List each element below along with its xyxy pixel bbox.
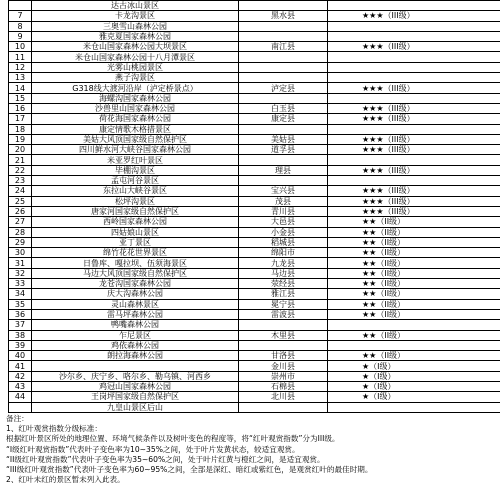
row-number: 31 xyxy=(9,258,32,268)
row-number: 34 xyxy=(9,289,32,299)
row-number: 42 xyxy=(9,371,32,381)
table-row xyxy=(9,217,500,227)
table-row xyxy=(9,299,500,309)
county-name: 茂县 xyxy=(239,196,328,206)
scenic-area-name: 雅克夏国家森林公园 xyxy=(32,31,239,41)
scenic-area-name: 米亚罗红叶景区 xyxy=(32,155,239,165)
viewing-level xyxy=(328,1,500,11)
table-row xyxy=(9,206,500,216)
scenic-area-name: 康定情歌木格措景区 xyxy=(32,124,239,134)
table-row xyxy=(9,268,500,278)
county-name: 冕宁县 xyxy=(239,299,328,309)
row-number: 32 xyxy=(9,268,32,278)
table-row xyxy=(9,227,500,237)
table-row xyxy=(9,196,500,206)
row-number: 39 xyxy=(9,340,32,350)
scenic-area-name: 美姑大风顶国家级自然保护区 xyxy=(32,134,239,144)
notes-line-1: 1、红叶观赏指数分级标准： xyxy=(6,424,102,434)
scenic-area-name: 鸭嘴森林公园 xyxy=(32,320,239,330)
row-number: 30 xyxy=(9,248,32,258)
viewing-level: ★★★（III级） xyxy=(328,206,500,216)
table-row xyxy=(9,11,500,21)
county-name: 泸定县 xyxy=(239,83,328,93)
scenic-area-name: 荷花海国家森林公园 xyxy=(32,114,239,124)
county-name: 荥经县 xyxy=(239,279,328,289)
table-row xyxy=(9,330,500,340)
county-name xyxy=(239,124,328,134)
row-number: 40 xyxy=(9,351,32,361)
notes-line-6: 2、红叶未红的景区暂未列入此表。 xyxy=(6,475,125,485)
table-row xyxy=(9,83,500,93)
county-name: 小金县 xyxy=(239,227,328,237)
county-name: 宝兴县 xyxy=(239,186,328,196)
row-number: 9 xyxy=(9,31,32,41)
scenic-area-name: 米仓山国家森林公园十八月潭景区 xyxy=(32,52,239,62)
row-number: 13 xyxy=(9,73,32,83)
row-number: 14 xyxy=(9,83,32,93)
scenic-area-name: G318线大渡河沿岸（泸定桥景点） xyxy=(32,83,239,93)
viewing-level: ★（I级） xyxy=(328,361,500,371)
table-row xyxy=(9,31,500,41)
viewing-level: ★★（II级） xyxy=(328,279,500,289)
viewing-level: ★★（II级） xyxy=(328,217,500,227)
table-row xyxy=(9,289,500,299)
table-row xyxy=(9,134,500,144)
row-number: 11 xyxy=(9,52,32,62)
table-row xyxy=(9,103,500,113)
table-body xyxy=(9,1,500,413)
table-row xyxy=(9,248,500,258)
row-number: 20 xyxy=(9,145,32,155)
county-name: 绵阳市 xyxy=(239,248,328,258)
county-name xyxy=(239,52,328,62)
county-name: 石棉县 xyxy=(239,381,328,391)
county-name: 九龙县 xyxy=(239,258,328,268)
table-row xyxy=(9,155,500,165)
scenic-area-name: 亚丁景区 xyxy=(32,237,239,247)
viewing-level xyxy=(328,73,500,83)
row-number: 28 xyxy=(9,227,32,237)
scenic-area-name: 绵竹花花世界景区 xyxy=(32,248,239,258)
table-row xyxy=(9,237,500,247)
table-row xyxy=(9,52,500,62)
row-number: 26 xyxy=(9,206,32,216)
scenic-area-name: 海螺沟国家森林公园 xyxy=(32,93,239,103)
viewing-level: ★（I级） xyxy=(328,371,500,381)
table-row xyxy=(9,402,500,412)
scenic-area-name: 乍尼景区 xyxy=(32,330,239,340)
viewing-level xyxy=(328,124,500,134)
table-row xyxy=(9,340,500,350)
row-number: 24 xyxy=(9,186,32,196)
viewing-level: ★★★（III级） xyxy=(328,196,500,206)
county-name: 雅江县 xyxy=(239,289,328,299)
row-number: 35 xyxy=(9,299,32,309)
county-name: 金川县 xyxy=(239,361,328,371)
viewing-level xyxy=(328,155,500,165)
scenic-area-name: 沙尔乡、庆宁乡、咯尔乡、勒乌镇、河西乡 xyxy=(32,371,239,381)
county-name xyxy=(239,402,328,412)
county-name: 稻城县 xyxy=(239,237,328,247)
viewing-level: ★★（II级） xyxy=(328,258,500,268)
table-row xyxy=(9,309,500,319)
county-name: 南江县 xyxy=(239,42,328,52)
table-row xyxy=(9,186,500,196)
viewing-level: ★★★（III级） xyxy=(328,103,500,113)
scenic-area-name: 米仓山国家森林公园大坝景区 xyxy=(32,42,239,52)
table-row xyxy=(9,279,500,289)
county-name: 康定县 xyxy=(239,114,328,124)
scenic-area-name: 雷马坪森林公园 xyxy=(32,309,239,319)
scenic-area-name: 朗拉海森林公园 xyxy=(32,351,239,361)
table-row xyxy=(9,73,500,83)
scenic-area-name: 四川鲜水河大峡谷国家森林公园 xyxy=(32,145,239,155)
table-row xyxy=(9,114,500,124)
table-row xyxy=(9,351,500,361)
county-name xyxy=(239,155,328,165)
notes-line-4: “II级红叶观赏指数”代表叶子变色率为35~60%之间，处于叶片红黄与橙红之间，是适宜观赏。 xyxy=(6,454,325,464)
row-number: 17 xyxy=(9,114,32,124)
row-number: 12 xyxy=(9,62,32,72)
scenic-area-name: 毕棚沟景区 xyxy=(32,165,239,175)
table-row xyxy=(9,165,500,175)
row-number: 33 xyxy=(9,279,32,289)
county-name: 崇州市 xyxy=(239,371,328,381)
row-number: 38 xyxy=(9,330,32,340)
county-name: 黑水县 xyxy=(239,11,328,21)
county-name: 马边县 xyxy=(239,268,328,278)
county-name: 北川县 xyxy=(239,392,328,402)
viewing-level: ★（I级） xyxy=(328,392,500,402)
table-row xyxy=(9,62,500,72)
viewing-level xyxy=(328,176,500,186)
notes-section xyxy=(6,414,494,485)
table-row xyxy=(9,176,500,186)
county-name xyxy=(239,320,328,330)
table-row xyxy=(9,21,500,31)
county-name xyxy=(239,176,328,186)
row-number xyxy=(9,1,32,11)
row-number: 16 xyxy=(9,103,32,113)
county-name: 青川县 xyxy=(239,206,328,216)
county-name xyxy=(239,93,328,103)
scenic-area-name: 达古冰山景区 xyxy=(32,1,239,11)
table-row xyxy=(9,381,500,391)
table-row xyxy=(9,371,500,381)
row-number xyxy=(9,402,32,412)
viewing-level xyxy=(328,320,500,330)
viewing-level: ★★（II级） xyxy=(328,237,500,247)
viewing-level: ★★（II级） xyxy=(328,248,500,258)
row-number: 18 xyxy=(9,124,32,134)
viewing-level: ★★★（III级） xyxy=(328,83,500,93)
row-number: 10 xyxy=(9,42,32,52)
scenic-area-name: 光雾山桃园景区 xyxy=(32,62,239,72)
viewing-level xyxy=(328,21,500,31)
table-row xyxy=(9,361,500,371)
row-number: 21 xyxy=(9,155,32,165)
row-number: 44 xyxy=(9,392,32,402)
scenic-area-name: 王岗坪国家级自然保护区 xyxy=(32,392,239,402)
county-name xyxy=(239,1,328,11)
viewing-level: ★★（II级） xyxy=(328,268,500,278)
notes-line-2: 根据红叶景区所处的地理位置、环境气候条件以及树叶变色的程度等，将“红叶观赏指数”分为III级。 xyxy=(6,434,340,444)
row-number: 22 xyxy=(9,165,32,175)
viewing-level: ★★（II级） xyxy=(328,309,500,319)
viewing-level: ★★★（III级） xyxy=(328,186,500,196)
scenic-area-name: 燕子沟景区 xyxy=(32,73,239,83)
viewing-level xyxy=(328,340,500,350)
viewing-level: ★★★（III级） xyxy=(328,165,500,175)
table-row xyxy=(9,93,500,103)
scenic-area-name: 沙兽里山国家森林公园 xyxy=(32,103,239,113)
table-row xyxy=(9,392,500,402)
scenic-area-name: 东拉山大峡谷景区 xyxy=(32,186,239,196)
viewing-level: ★★★（III级） xyxy=(328,114,500,124)
row-number: 15 xyxy=(9,93,32,103)
county-name xyxy=(239,340,328,350)
table-row xyxy=(9,124,500,134)
viewing-level: ★★★（III级） xyxy=(328,145,500,155)
row-number: 29 xyxy=(9,237,32,247)
viewing-level: ★★★（III级） xyxy=(328,42,500,52)
county-name: 大邑县 xyxy=(239,217,328,227)
viewing-level: ★★（II级） xyxy=(328,330,500,340)
viewing-level: ★★（II级） xyxy=(328,299,500,309)
viewing-level xyxy=(328,402,500,412)
viewing-level: ★★★（III级） xyxy=(328,11,500,21)
county-name xyxy=(239,73,328,83)
leaf-viewing-table xyxy=(8,0,492,413)
notes-heading: 备注： xyxy=(6,414,29,423)
county-name: 理县 xyxy=(239,165,328,175)
county-name: 美姑县 xyxy=(239,134,328,144)
scenic-area-name: 四姑娘山景区 xyxy=(32,227,239,237)
scenic-area-name: 唐家河国家级自然保护区 xyxy=(32,206,239,216)
viewing-level: ★★（II级） xyxy=(328,227,500,237)
row-number: 19 xyxy=(9,134,32,144)
county-name xyxy=(239,31,328,41)
viewing-level: ★★（II级） xyxy=(328,351,500,361)
viewing-level xyxy=(328,62,500,72)
viewing-level xyxy=(328,31,500,41)
scenic-area-name: 孟屯河谷景区 xyxy=(32,176,239,186)
scenic-area-name: 卡龙沟景区 xyxy=(32,11,239,21)
county-name: 甘洛县 xyxy=(239,351,328,361)
county-name: 道孚县 xyxy=(239,145,328,155)
row-number: 41 xyxy=(9,361,32,371)
scenic-area-name: 龙苍沟国家森林公园 xyxy=(32,279,239,289)
row-number: 36 xyxy=(9,309,32,319)
viewing-level: ★★★（III级） xyxy=(328,134,500,144)
scenic-area-name: 松坪沟景区 xyxy=(32,196,239,206)
row-number: 8 xyxy=(9,21,32,31)
table-row xyxy=(9,145,500,155)
county-name: 白玉县 xyxy=(239,103,328,113)
scenic-area-name: 庆大沟森林公园 xyxy=(32,289,239,299)
table-row xyxy=(9,1,500,11)
scenic-area-name: 日鲁库、嘎拉坝、伍须海景区 xyxy=(32,258,239,268)
scenic-area-name: 鸡依森林公园 xyxy=(32,340,239,350)
scenic-area-name xyxy=(32,361,239,371)
row-number: 25 xyxy=(9,196,32,206)
row-number: 27 xyxy=(9,217,32,227)
scenic-area-name: 三奥雪山森林公园 xyxy=(32,21,239,31)
scenic-area-name: 西岭国家森林公园 xyxy=(32,217,239,227)
table-row xyxy=(9,42,500,52)
viewing-level xyxy=(328,93,500,103)
table-row xyxy=(9,320,500,330)
county-name: 木里县 xyxy=(239,330,328,340)
scenic-area-name: 马边大风顶国家级自然保护区 xyxy=(32,268,239,278)
scenic-area-name: 鸡冠山国家森林公园 xyxy=(32,381,239,391)
row-number: 43 xyxy=(9,381,32,391)
table-row xyxy=(9,258,500,268)
scenic-area-name: 九皇山景区后山 xyxy=(32,402,239,412)
notes-line-3: “I级红叶观赏指数”代表叶子变色率为10~35%之间，处于叶片发黄状态，较适宜观赏。 xyxy=(6,444,300,454)
viewing-level: ★（I级） xyxy=(328,381,500,391)
county-name xyxy=(239,62,328,72)
notes-line-5: “III级红叶观赏指数”代表叶子变色率为60~95%之间，全部是深红、暗红或紫红色，是观赏红叶的最佳时期。 xyxy=(6,465,373,475)
row-number: 23 xyxy=(9,176,32,186)
scenic-area-name: 灵山森林景区 xyxy=(32,299,239,309)
county-name: 雷波县 xyxy=(239,309,328,319)
county-name xyxy=(239,21,328,31)
row-number: 7 xyxy=(9,11,32,21)
viewing-level: ★★（II级） xyxy=(328,289,500,299)
row-number: 37 xyxy=(9,320,32,330)
viewing-level xyxy=(328,52,500,62)
